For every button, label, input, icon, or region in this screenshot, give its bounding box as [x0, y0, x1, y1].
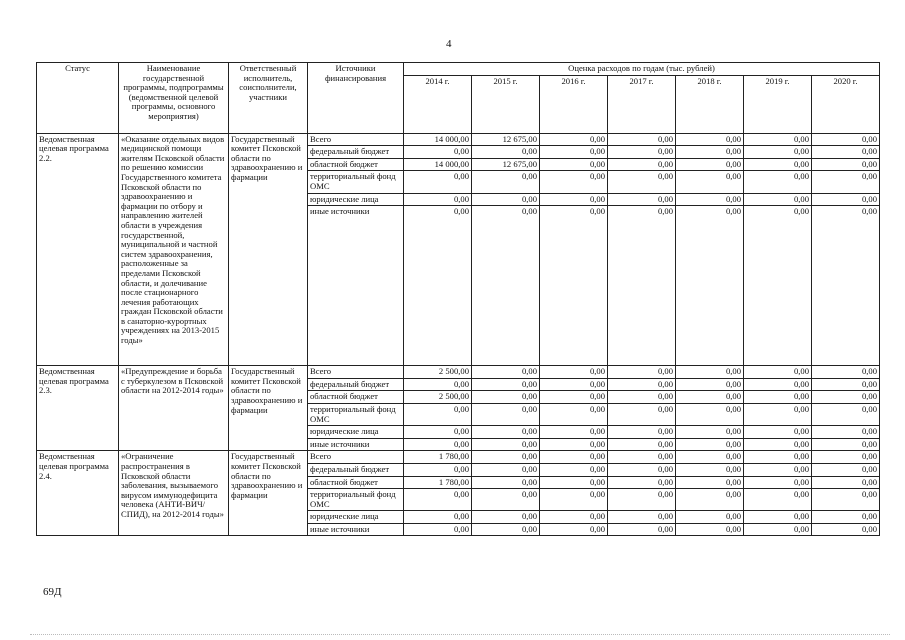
- expense-value: 0,00: [472, 438, 540, 451]
- expense-value: 0,00: [812, 158, 880, 171]
- expense-value: 0,00: [676, 133, 744, 146]
- funding-source: федеральный бюджет: [308, 463, 404, 476]
- expense-value: 0,00: [404, 378, 472, 391]
- expense-value: 0,00: [540, 378, 608, 391]
- expense-value: 0,00: [404, 146, 472, 159]
- expense-value: 0,00: [472, 403, 540, 425]
- expense-value: 0,00: [404, 489, 472, 511]
- expense-value: 0,00: [676, 511, 744, 524]
- expense-value: 0,00: [472, 463, 540, 476]
- table-row: [37, 366, 880, 379]
- expense-value: 0,00: [744, 146, 812, 159]
- expense-value: 0,00: [744, 133, 812, 146]
- expense-value: 0,00: [540, 438, 608, 451]
- expense-value: 0,00: [540, 133, 608, 146]
- program-status: Ведомственная целевая программа 2.4.: [37, 451, 119, 536]
- table-row: [37, 133, 880, 146]
- expense-value: 0,00: [472, 476, 540, 489]
- expense-value: 14 000,00: [404, 158, 472, 171]
- expense-value: 0,00: [540, 523, 608, 536]
- expense-value: 0,00: [472, 171, 540, 193]
- expense-value: 0,00: [472, 451, 540, 464]
- expense-value: 2 500,00: [404, 366, 472, 379]
- expense-value: 0,00: [404, 463, 472, 476]
- program-name: «Предупреждение и борьба с туберкулезом в Псковской области на 2012-2014 годы»: [119, 366, 229, 451]
- header-name: Наименование государственной программы, подпрограммы (ведомственной целевой программы, основного мероприятия): [119, 63, 229, 134]
- expense-value: 0,00: [744, 463, 812, 476]
- header-year: 2019 г.: [744, 75, 812, 133]
- expense-value: 0,00: [744, 158, 812, 171]
- expense-value: 0,00: [472, 206, 540, 366]
- expense-value: 0,00: [744, 378, 812, 391]
- header-estimate: Оценка расходов по годам (тыс. рублей): [404, 63, 880, 76]
- expense-value: 0,00: [812, 426, 880, 439]
- expense-value: 0,00: [608, 476, 676, 489]
- funding-source: областной бюджет: [308, 476, 404, 489]
- expense-value: 0,00: [812, 366, 880, 379]
- funding-source: территориальный фонд ОМС: [308, 171, 404, 193]
- expense-value: 0,00: [404, 193, 472, 206]
- expense-value: 0,00: [812, 391, 880, 404]
- program-status: Ведомственная целевая программа 2.3.: [37, 366, 119, 451]
- expense-value: 0,00: [540, 193, 608, 206]
- expense-value: 0,00: [472, 193, 540, 206]
- expense-value: 0,00: [676, 378, 744, 391]
- expense-value: 0,00: [812, 511, 880, 524]
- expense-value: 0,00: [608, 171, 676, 193]
- table-header: [37, 63, 880, 134]
- expense-value: 0,00: [744, 476, 812, 489]
- expense-value: 0,00: [812, 133, 880, 146]
- funding-source: иные источники: [308, 523, 404, 536]
- expense-value: 0,00: [540, 366, 608, 379]
- expense-value: 0,00: [744, 451, 812, 464]
- header-year: 2016 г.: [540, 75, 608, 133]
- scan-artifact-line: [30, 634, 890, 635]
- expense-value: 0,00: [676, 489, 744, 511]
- expense-value: 0,00: [608, 489, 676, 511]
- funding-source: территориальный фонд ОМС: [308, 489, 404, 511]
- expense-value: 0,00: [676, 463, 744, 476]
- funding-source: юридические лица: [308, 426, 404, 439]
- expense-value: 0,00: [744, 438, 812, 451]
- expense-value: 0,00: [608, 451, 676, 464]
- funding-source: федеральный бюджет: [308, 146, 404, 159]
- header-year: 2017 г.: [608, 75, 676, 133]
- program-responsible: Государственный комитет Псковской области по здравоохранению и фармации: [229, 133, 308, 366]
- program-name: «Оказание отдельных видов медицинской помощи жителям Псковской области по решению комиссии Государственного комитета Псковской области по здравоохранению и фармации по отбору и направлению жителей области в учреждения государственной, муниципальной и частной систем здравоохранения, расположенные за пределами Псковской области, и долечивание после стационарного лечения работающих граждан Псковской области в санаторно-курортных учреждениях на 2013-2015 годы»: [119, 133, 229, 366]
- expense-value: 0,00: [608, 378, 676, 391]
- expense-value: 0,00: [472, 391, 540, 404]
- expense-value: 0,00: [676, 523, 744, 536]
- expense-value: 0,00: [540, 158, 608, 171]
- funding-source: федеральный бюджет: [308, 378, 404, 391]
- expense-value: 0,00: [744, 523, 812, 536]
- expense-value: 0,00: [608, 523, 676, 536]
- expense-value: 0,00: [540, 146, 608, 159]
- header-responsible: Ответственный исполнитель, соисполнители, участники: [229, 63, 308, 134]
- expense-value: 0,00: [812, 489, 880, 511]
- funding-source: иные источники: [308, 438, 404, 451]
- expense-value: 0,00: [812, 171, 880, 193]
- funding-source: Всего: [308, 133, 404, 146]
- expense-value: 0,00: [812, 476, 880, 489]
- expense-value: 12 675,00: [472, 133, 540, 146]
- expense-value: 14 000,00: [404, 133, 472, 146]
- expense-value: 0,00: [608, 133, 676, 146]
- expense-value: 0,00: [676, 171, 744, 193]
- expense-value: 0,00: [540, 206, 608, 366]
- expense-value: 0,00: [676, 391, 744, 404]
- expense-value: 0,00: [812, 451, 880, 464]
- expense-value: 0,00: [404, 523, 472, 536]
- expense-value: 0,00: [608, 366, 676, 379]
- header-year: 2015 г.: [472, 75, 540, 133]
- expense-value: 0,00: [744, 171, 812, 193]
- header-year: 2014 г.: [404, 75, 472, 133]
- expense-value: 0,00: [608, 438, 676, 451]
- expense-value: 0,00: [472, 511, 540, 524]
- expense-value: 0,00: [676, 146, 744, 159]
- expense-value: 0,00: [540, 171, 608, 193]
- expense-value: 0,00: [812, 206, 880, 366]
- expense-value: 0,00: [540, 451, 608, 464]
- funding-source: юридические лица: [308, 193, 404, 206]
- expense-value: 0,00: [744, 391, 812, 404]
- expense-value: 0,00: [540, 463, 608, 476]
- expense-value: 0,00: [608, 511, 676, 524]
- expense-value: 0,00: [744, 206, 812, 366]
- expense-value: 0,00: [676, 193, 744, 206]
- expense-value: 1 780,00: [404, 476, 472, 489]
- program-status: Ведомственная целевая программа 2.2.: [37, 133, 119, 366]
- expense-value: 0,00: [608, 206, 676, 366]
- expense-value: 2 500,00: [404, 391, 472, 404]
- expense-value: 0,00: [404, 403, 472, 425]
- expense-value: 0,00: [608, 463, 676, 476]
- program-name: «Ограничение распространения в Псковской области заболевания, вызываемого вирусом иммунодефицита человека (АНТИ-ВИЧ/ СПИД), на 2012-2014 годы»: [119, 451, 229, 536]
- expense-value: 0,00: [404, 426, 472, 439]
- expense-value: 0,00: [540, 476, 608, 489]
- funding-source: иные источники: [308, 206, 404, 366]
- header-sources: Источники финансирования: [308, 63, 404, 134]
- expense-value: 0,00: [404, 171, 472, 193]
- expense-value: 0,00: [744, 426, 812, 439]
- header-status: Статус: [37, 63, 119, 134]
- funding-source: Всего: [308, 451, 404, 464]
- expense-value: 0,00: [608, 158, 676, 171]
- table-body: [37, 133, 880, 536]
- expense-value: 0,00: [472, 366, 540, 379]
- expense-value: 0,00: [608, 403, 676, 425]
- expense-value: 0,00: [744, 403, 812, 425]
- footer-mark: 69Д: [43, 586, 62, 598]
- header-year: 2020 г.: [812, 75, 880, 133]
- expense-value: 0,00: [540, 426, 608, 439]
- expense-value: 0,00: [676, 426, 744, 439]
- expense-value: 0,00: [744, 511, 812, 524]
- expense-value: 0,00: [608, 193, 676, 206]
- expense-value: 0,00: [812, 403, 880, 425]
- expense-table: [36, 62, 880, 536]
- expense-value: 0,00: [812, 378, 880, 391]
- expense-value: 0,00: [404, 438, 472, 451]
- expense-value: 0,00: [472, 378, 540, 391]
- expense-value: 0,00: [404, 206, 472, 366]
- expense-value: 0,00: [608, 146, 676, 159]
- expense-value: 0,00: [744, 366, 812, 379]
- expense-value: 0,00: [540, 391, 608, 404]
- table-row: [37, 451, 880, 464]
- expense-value: 0,00: [472, 489, 540, 511]
- expense-value: 0,00: [744, 193, 812, 206]
- program-responsible: Государственный комитет Псковской области по здравоохранению и фармации: [229, 366, 308, 451]
- expense-value: 0,00: [676, 476, 744, 489]
- expense-value: 0,00: [676, 158, 744, 171]
- expense-value: 0,00: [404, 511, 472, 524]
- expense-value: 0,00: [812, 146, 880, 159]
- expense-value: 0,00: [812, 523, 880, 536]
- expense-value: 0,00: [540, 489, 608, 511]
- funding-source: территориальный фонд ОМС: [308, 403, 404, 425]
- funding-source: областной бюджет: [308, 391, 404, 404]
- expense-value: 0,00: [540, 511, 608, 524]
- expense-value: 0,00: [472, 523, 540, 536]
- expense-value: 1 780,00: [404, 451, 472, 464]
- funding-source: областной бюджет: [308, 158, 404, 171]
- expense-value: 0,00: [676, 206, 744, 366]
- expense-value: 0,00: [812, 193, 880, 206]
- expense-value: 12 675,00: [472, 158, 540, 171]
- funding-source: Всего: [308, 366, 404, 379]
- expense-value: 0,00: [676, 366, 744, 379]
- expense-value: 0,00: [676, 451, 744, 464]
- header-year: 2018 г.: [676, 75, 744, 133]
- page-number: 4: [446, 38, 452, 50]
- expense-value: 0,00: [676, 438, 744, 451]
- expense-value: 0,00: [744, 489, 812, 511]
- expense-value: 0,00: [472, 146, 540, 159]
- expense-value: 0,00: [812, 438, 880, 451]
- program-responsible: Государственный комитет Псковской области по здравоохранению и фармации: [229, 451, 308, 536]
- expense-value: 0,00: [540, 403, 608, 425]
- expense-value: 0,00: [608, 426, 676, 439]
- expense-value: 0,00: [608, 391, 676, 404]
- funding-source: юридические лица: [308, 511, 404, 524]
- expense-value: 0,00: [812, 463, 880, 476]
- expense-value: 0,00: [472, 426, 540, 439]
- expense-value: 0,00: [676, 403, 744, 425]
